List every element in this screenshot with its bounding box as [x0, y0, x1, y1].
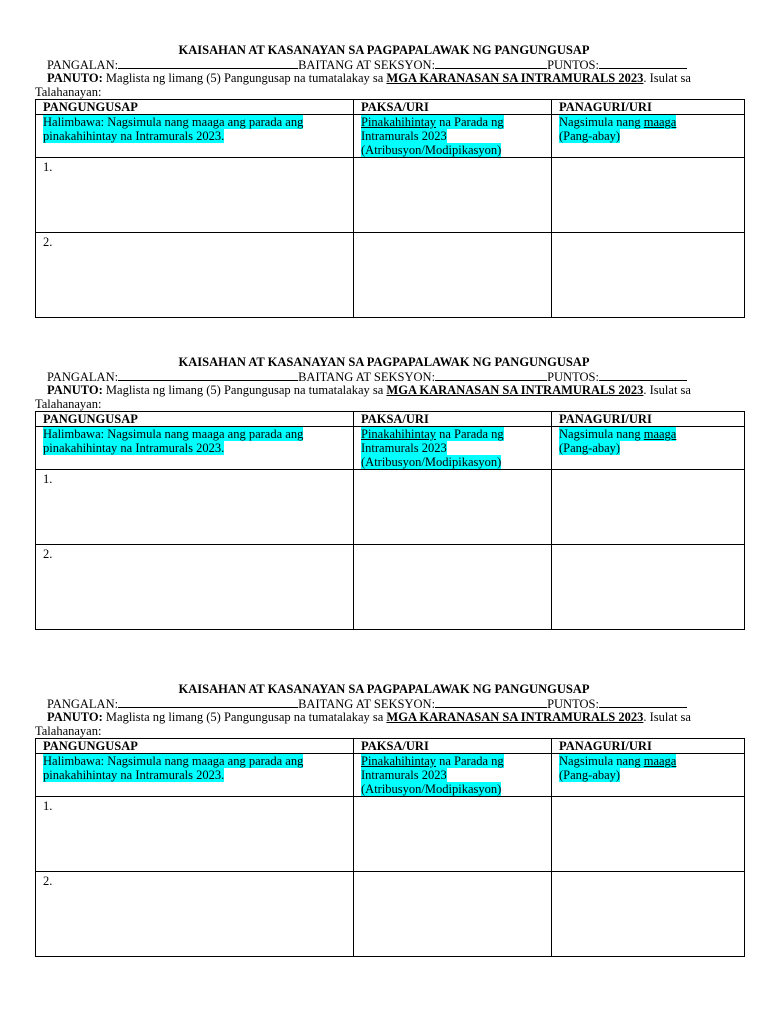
worksheet-title: KAISAHAN AT KASANAYAN SA PAGPAPALAWAK NG PANGUNGUSAP [178, 43, 590, 57]
row-1-predicate[interactable] [552, 158, 745, 233]
directions-topic: MGA KARANASAN SA INTRAMURALS 2023 [386, 710, 644, 724]
header-sentence: PANGUNGUSAP [36, 739, 354, 754]
name-label: PANGALAN: [47, 697, 119, 711]
row-1-predicate[interactable] [552, 470, 745, 545]
directions-text-after: . Isulat sa [643, 71, 691, 85]
directions-label: PANUTO: [47, 710, 103, 724]
directions-text: Maglista ng limang (5) Pangungusap na tumatalakay sa [102, 383, 387, 397]
score-label: PUNTOS: [547, 697, 599, 711]
info-line [47, 57, 687, 72]
example-sentence: Halimbawa: Nagsimula nang maaga ang parada ang pinakahihintay na Intramurals 2023. [36, 115, 354, 158]
directions-topic: MGA KARANASAN SA INTRAMURALS 2023 [386, 71, 644, 85]
worksheet-title: KAISAHAN AT KASANAYAN SA PAGPAPALAWAK NG PANGUNGUSAP [178, 355, 590, 369]
example-sentence: Halimbawa: Nagsimula nang maaga ang parada ang pinakahihintay na Intramurals 2023. [36, 754, 354, 797]
example-predicate: Nagsimula nang maaga (Pang-abay) [552, 754, 745, 797]
score-blank[interactable] [599, 57, 687, 69]
score-blank[interactable] [599, 369, 687, 381]
directions-topic: MGA KARANASAN SA INTRAMURALS 2023 [386, 383, 644, 397]
example-subject: Pinakahihintay na Parada ng Intramurals 2023 (Atribusyon/Modipikasyon) [354, 115, 552, 158]
directions [35, 383, 717, 411]
row-1-subject[interactable] [354, 470, 552, 545]
name-label: PANGALAN: [47, 370, 119, 384]
answer-table [35, 411, 745, 630]
row-1-subject[interactable] [354, 158, 552, 233]
answer-table [35, 99, 745, 318]
score-label: PUNTOS: [547, 370, 599, 384]
directions-line2: Talahanayan: [35, 397, 102, 411]
directions-text-after: . Isulat sa [643, 383, 691, 397]
score-label: PUNTOS: [547, 58, 599, 72]
name-blank[interactable] [118, 57, 298, 69]
header-subject: PAKSA/URI [354, 739, 552, 754]
grade-label: BAITANG AT SEKSYON: [298, 697, 436, 711]
header-predicate: PANAGURI/URI [552, 412, 745, 427]
header-sentence: PANGUNGUSAP [36, 100, 354, 115]
directions-text-after: . Isulat sa [643, 710, 691, 724]
row-1-subject[interactable] [354, 797, 552, 872]
grade-blank[interactable] [435, 369, 547, 381]
example-sentence: Halimbawa: Nagsimula nang maaga ang parada ang pinakahihintay na Intramurals 2023. [36, 427, 354, 470]
row-2-predicate[interactable] [552, 872, 745, 957]
row-2-predicate[interactable] [552, 233, 745, 318]
grade-label: BAITANG AT SEKSYON: [298, 58, 436, 72]
row-1-sentence[interactable]: 1. [36, 158, 354, 233]
row-2-subject[interactable] [354, 545, 552, 630]
info-line [47, 369, 687, 384]
row-1-sentence[interactable]: 1. [36, 797, 354, 872]
example-subject: Pinakahihintay na Parada ng Intramurals 2023 (Atribusyon/Modipikasyon) [354, 754, 552, 797]
directions-line2: Talahanayan: [35, 85, 102, 99]
header-sentence: PANGUNGUSAP [36, 412, 354, 427]
header-predicate: PANAGURI/URI [552, 739, 745, 754]
row-2-subject[interactable] [354, 872, 552, 957]
name-blank[interactable] [118, 696, 298, 708]
header-subject: PAKSA/URI [354, 100, 552, 115]
row-1-sentence[interactable]: 1. [36, 470, 354, 545]
answer-table [35, 738, 745, 957]
directions-text: Maglista ng limang (5) Pangungusap na tumatalakay sa [102, 710, 387, 724]
example-predicate: Nagsimula nang maaga (Pang-abay) [552, 427, 745, 470]
directions [35, 71, 717, 99]
worksheet-title: KAISAHAN AT KASANAYAN SA PAGPAPALAWAK NG PANGUNGUSAP [178, 682, 590, 696]
grade-blank[interactable] [435, 696, 547, 708]
name-label: PANGALAN: [47, 58, 119, 72]
name-blank[interactable] [118, 369, 298, 381]
row-2-sentence[interactable]: 2. [36, 545, 354, 630]
example-predicate: Nagsimula nang maaga (Pang-abay) [552, 115, 745, 158]
directions-line2: Talahanayan: [35, 724, 102, 738]
info-line [47, 696, 687, 711]
directions-label: PANUTO: [47, 383, 103, 397]
directions-label: PANUTO: [47, 71, 103, 85]
row-2-subject[interactable] [354, 233, 552, 318]
row-2-sentence[interactable]: 2. [36, 872, 354, 957]
row-1-predicate[interactable] [552, 797, 745, 872]
directions [35, 710, 717, 738]
directions-text: Maglista ng limang (5) Pangungusap na tumatalakay sa [102, 71, 387, 85]
row-2-sentence[interactable]: 2. [36, 233, 354, 318]
header-subject: PAKSA/URI [354, 412, 552, 427]
grade-blank[interactable] [435, 57, 547, 69]
example-subject: Pinakahihintay na Parada ng Intramurals 2023 (Atribusyon/Modipikasyon) [354, 427, 552, 470]
header-predicate: PANAGURI/URI [552, 100, 745, 115]
row-2-predicate[interactable] [552, 545, 745, 630]
grade-label: BAITANG AT SEKSYON: [298, 370, 436, 384]
score-blank[interactable] [599, 696, 687, 708]
